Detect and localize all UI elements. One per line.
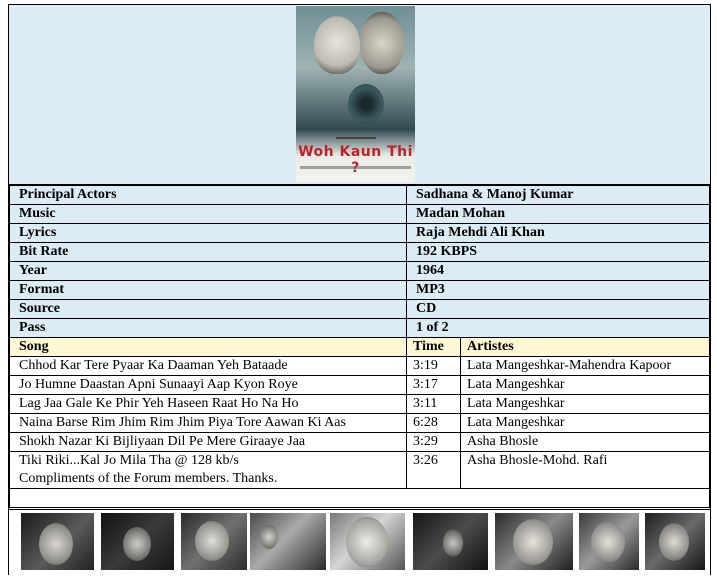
song-title: Naina Barse Rim Jhim Rim Jhim Piya Tore Aawan Ki Aas — [10, 414, 407, 433]
detail-label: Bit Rate — [10, 243, 407, 262]
song-time: 3:17 — [407, 376, 461, 395]
song-title: Chhod Kar Tere Pyaar Ka Daaman Yeh Bataade — [10, 357, 407, 376]
detail-label: Format — [10, 281, 407, 300]
detail-label: Pass — [10, 319, 407, 338]
song-time: 3:11 — [407, 395, 461, 414]
album-info-table — [9, 185, 710, 508]
song-row — [10, 433, 710, 452]
song-artistes: Lata Mangeshkar — [461, 395, 710, 414]
songs-header-row — [10, 338, 710, 357]
detail-row — [10, 186, 710, 205]
detail-row — [10, 262, 710, 281]
song-title: Lag Jaa Gale Ke Phir Yeh Haseen Raat Ho Na Ho — [10, 395, 407, 414]
song-title: Shokh Nazar Ki Bijliyaan Dil Pe Mere Giraaye Jaa — [10, 433, 407, 452]
detail-value: MP3 — [407, 281, 710, 300]
poster-title: Woh Kaun Thi — [298, 144, 413, 160]
film-still — [579, 513, 639, 570]
detail-value: Raja Mehdi Ali Khan — [407, 224, 710, 243]
detail-value: 192 KBPS — [407, 243, 710, 262]
detail-label: Music — [10, 205, 407, 224]
song-artistes: Asha Bhosle-Mohd. Rafi — [461, 452, 710, 489]
film-still — [645, 513, 705, 570]
detail-label: Year — [10, 262, 407, 281]
film-still — [330, 513, 405, 570]
song-row — [10, 357, 710, 376]
song-time: 3:19 — [407, 357, 461, 376]
song-artistes: Lata Mangeshkar — [461, 414, 710, 433]
photo-strip — [9, 509, 710, 575]
detail-value: Sadhana & Manoj Kumar — [407, 186, 710, 205]
song-row — [10, 452, 710, 489]
song-row — [10, 414, 710, 433]
song-time: 3:26 — [407, 452, 461, 489]
song-time: 6:28 — [407, 414, 461, 433]
artistes-column-header: Artistes — [461, 338, 710, 357]
song-note: Compliments of the Forum members. Thanks. — [19, 471, 278, 486]
film-still — [495, 513, 573, 570]
detail-row — [10, 224, 710, 243]
detail-row — [10, 243, 710, 262]
song-row — [10, 395, 710, 414]
song-title: Jo Humne Daastan Apni Sunaayi Aap Kyon Roye — [10, 376, 407, 395]
song-column-header: Song — [10, 338, 407, 357]
song-artistes: Lata Mangeshkar — [461, 376, 710, 395]
detail-value: 1 of 2 — [407, 319, 710, 338]
poster-actor-face — [360, 12, 404, 74]
blank-cell — [10, 489, 710, 508]
time-column-header: Time — [407, 338, 461, 357]
song-row — [10, 376, 710, 395]
detail-value: Madan Mohan — [407, 205, 710, 224]
poster-cell — [9, 5, 710, 185]
detail-label: Principal Actors — [10, 186, 407, 205]
song-time: 3:29 — [407, 433, 461, 452]
detail-row — [10, 281, 710, 300]
detail-value: CD — [407, 300, 710, 319]
detail-row — [10, 300, 710, 319]
detail-value: 1964 — [407, 262, 710, 281]
detail-row — [10, 319, 710, 338]
song-title: Tiki Riki...Kal Jo Mila Tha @ 128 kb/s — [19, 453, 239, 468]
detail-label: Source — [10, 300, 407, 319]
poster-actress-face — [314, 16, 360, 74]
film-still — [181, 513, 247, 570]
detail-row — [10, 205, 710, 224]
film-still — [250, 513, 326, 570]
song-title-cell — [10, 452, 407, 489]
song-artistes: Asha Bhosle — [461, 433, 710, 452]
film-still — [21, 513, 94, 570]
movie-poster — [296, 6, 415, 182]
blank-row — [10, 489, 710, 508]
poster-lamp — [348, 84, 384, 124]
song-artistes: Lata Mangeshkar-Mahendra Kapoor — [461, 357, 710, 376]
film-still — [101, 513, 174, 570]
poster-credits — [300, 166, 411, 169]
detail-label: Lyrics — [10, 224, 407, 243]
poster-producer-line — [336, 137, 376, 139]
film-still — [413, 513, 488, 570]
